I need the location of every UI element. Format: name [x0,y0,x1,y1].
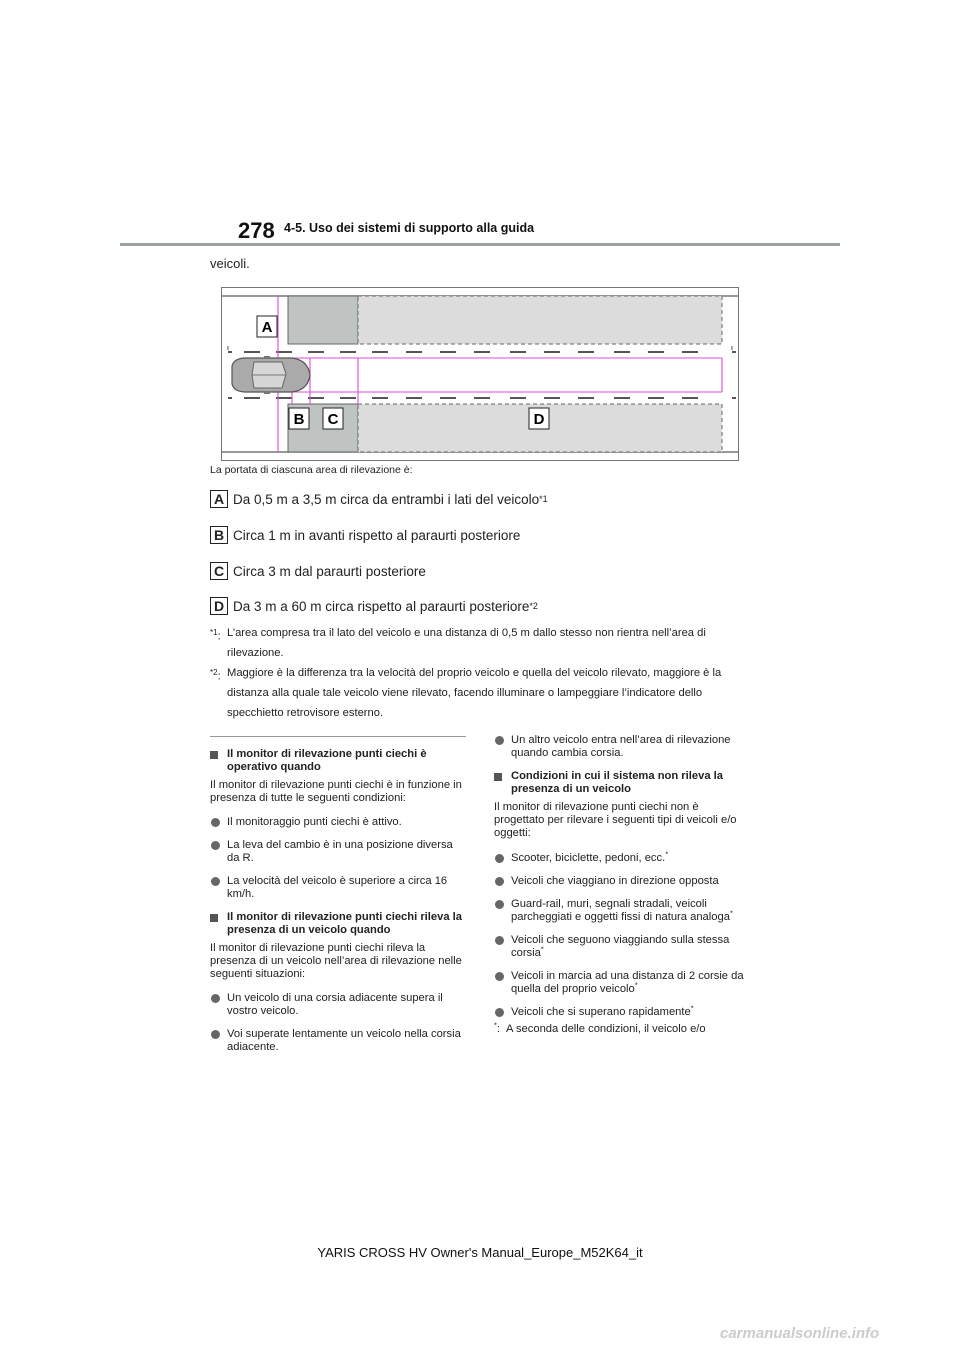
footnote-2 [210,663,750,723]
square-bullet-icon [210,914,218,922]
zone-text: Circa 1 m in avanti rispetto al paraurti posteriore [233,527,521,543]
heading-operating-conditions: Il monitor di rilevazione punti ciechi è operativo quando [210,748,468,774]
zone-row-a: A Da 0,5 m a 3,5 m circa da entrambi i lati del veicolo *1 [210,488,548,510]
zone-label-b [289,408,309,429]
bullet-dot-icon [495,736,504,745]
list-item: Il monitoraggio punti ciechi è attivo. [210,816,468,829]
left-column [210,748,468,1054]
page-number: 278 [238,218,275,243]
list-item: Scooter, biciclette, pedoni, ecc.* [494,852,752,865]
list-item: Guard-rail, muri, segnali stradali, veicoli parcheggiati e oggetti fissi di natura analoga* [494,898,752,924]
paragraph: Il monitor di rilevazione punti ciechi è in funzione in presenza di tutte le seguenti condizioni: [210,779,462,804]
paragraph: Il monitor di rilevazione punti ciechi non è progettato per rilevare i seguenti tipi di veicoli e/o oggetti: [494,801,737,839]
zone-letter: B [210,526,228,544]
bullet-dot-icon [211,994,220,1003]
list-item: La leva del cambio è in una posizione diversa da R. [210,839,468,865]
bullet-dot-icon [495,854,504,863]
bullet-dot-icon [495,900,504,909]
bullet-dot-icon [211,818,220,827]
bullet-dot-icon [211,877,220,886]
list-item: Veicoli in marcia ad una distanza di 2 corsie da quella del proprio veicolo* [494,970,752,996]
detection-area-diagram [221,287,739,461]
zone-row-c [210,560,426,582]
list-item: La velocità del veicolo è superiore a circa 16 km/h. [210,875,468,901]
zone-row-b [210,524,520,546]
bullet-dot-icon [495,1008,504,1017]
watermark: carmanualsonline.info [720,1325,880,1342]
list-item: Veicoli che si superano rapidamente* [494,1006,752,1019]
car-icon [232,356,310,394]
zone-a-top-solid [288,296,358,344]
zone-letter: A [210,490,228,508]
diagram-svg [222,288,738,460]
column-footnote: *: A seconda delle condizioni, il veicolo e/o [494,1020,706,1035]
list-item: Veicoli che seguono viaggiando sulla stessa corsia* [494,934,752,960]
list-item: Voi superate lentamente un veicolo nella corsia adiacente. [210,1028,468,1054]
intro-text: veicoli. [210,256,250,271]
footnote-mark: $^{*2}$: [210,668,221,683]
footnote-mark: $^{*1}$: [210,628,221,643]
bullet-dot-icon [495,936,504,945]
column-divider [210,736,466,737]
zone-label-c [323,408,343,429]
zone-text: Da 3 m a 60 m circa rispetto al paraurti posteriore [233,598,530,614]
heading-non-detection-conditions: Condizioni in cui il sistema non rileva la presenza di un veicolo [494,770,752,796]
zone-row-d: D Da 3 m a 60 m circa rispetto al paraurti posteriore *2 [210,595,538,617]
paragraph: Il monitor di rilevazione punti ciechi rileva la presenza di un veicolo nell’area di rilevazione nelle seguenti situazioni: [210,942,462,980]
bullet-dot-icon [211,1030,220,1039]
svg-text:A: A [261,319,273,336]
zone-label-d [529,408,549,429]
zone-letter: D [210,597,228,615]
zone-d-top-dashed [358,296,722,344]
zone-label-a [257,316,277,337]
header-divider [120,243,840,246]
footnote-text: L’area compresa tra il lato del veicolo e una distanza di 0,5 m dallo stesso non rientra nell’area di rilevazione. [227,627,706,659]
svg-text:B: B [293,411,305,428]
svg-text:C: C [327,411,339,428]
zone-text: Da 0,5 m a 3,5 m circa da entrambi i lati del veicolo [233,491,540,507]
footnote-1 [210,623,750,663]
square-bullet-icon [494,773,502,781]
zone-text: Circa 3 m dal paraurti posteriore [233,563,426,579]
svg-text:D: D [533,411,545,428]
document-footer: YARIS CROSS HV Owner's Manual_Europe_M52K64_it [317,1245,643,1260]
list-item: Un altro veicolo entra nell’area di rilevazione quando cambia corsia. [494,734,752,760]
zone-letter: C [210,562,228,580]
list-item: Veicoli che viaggiano in direzione opposta [494,875,752,888]
heading-detection-situations: Il monitor di rilevazione punti ciechi rileva la presenza di un veicolo quando [210,911,468,937]
list-item: Un veicolo di una corsia adiacente supera il vostro veicolo. [210,992,468,1018]
section-title: 4-5. Uso dei sistemi di supporto alla guida [284,221,535,235]
diagram-caption: La portata di ciascuna area di rilevazione è: [210,464,413,476]
right-column [494,734,752,1036]
bullet-dot-icon [495,972,504,981]
square-bullet-icon [210,751,218,759]
footnote-text: Maggiore è la differenza tra la velocità del proprio veicolo e quella del veicolo rilevato, maggiore è la distanza alla quale tale veicolo viene rilevato, facendo illuminare o lampeggiare l’indicatore dello specchietto retrovisore esterno. [227,667,722,719]
bullet-dot-icon [495,877,504,886]
bullet-dot-icon [211,841,220,850]
